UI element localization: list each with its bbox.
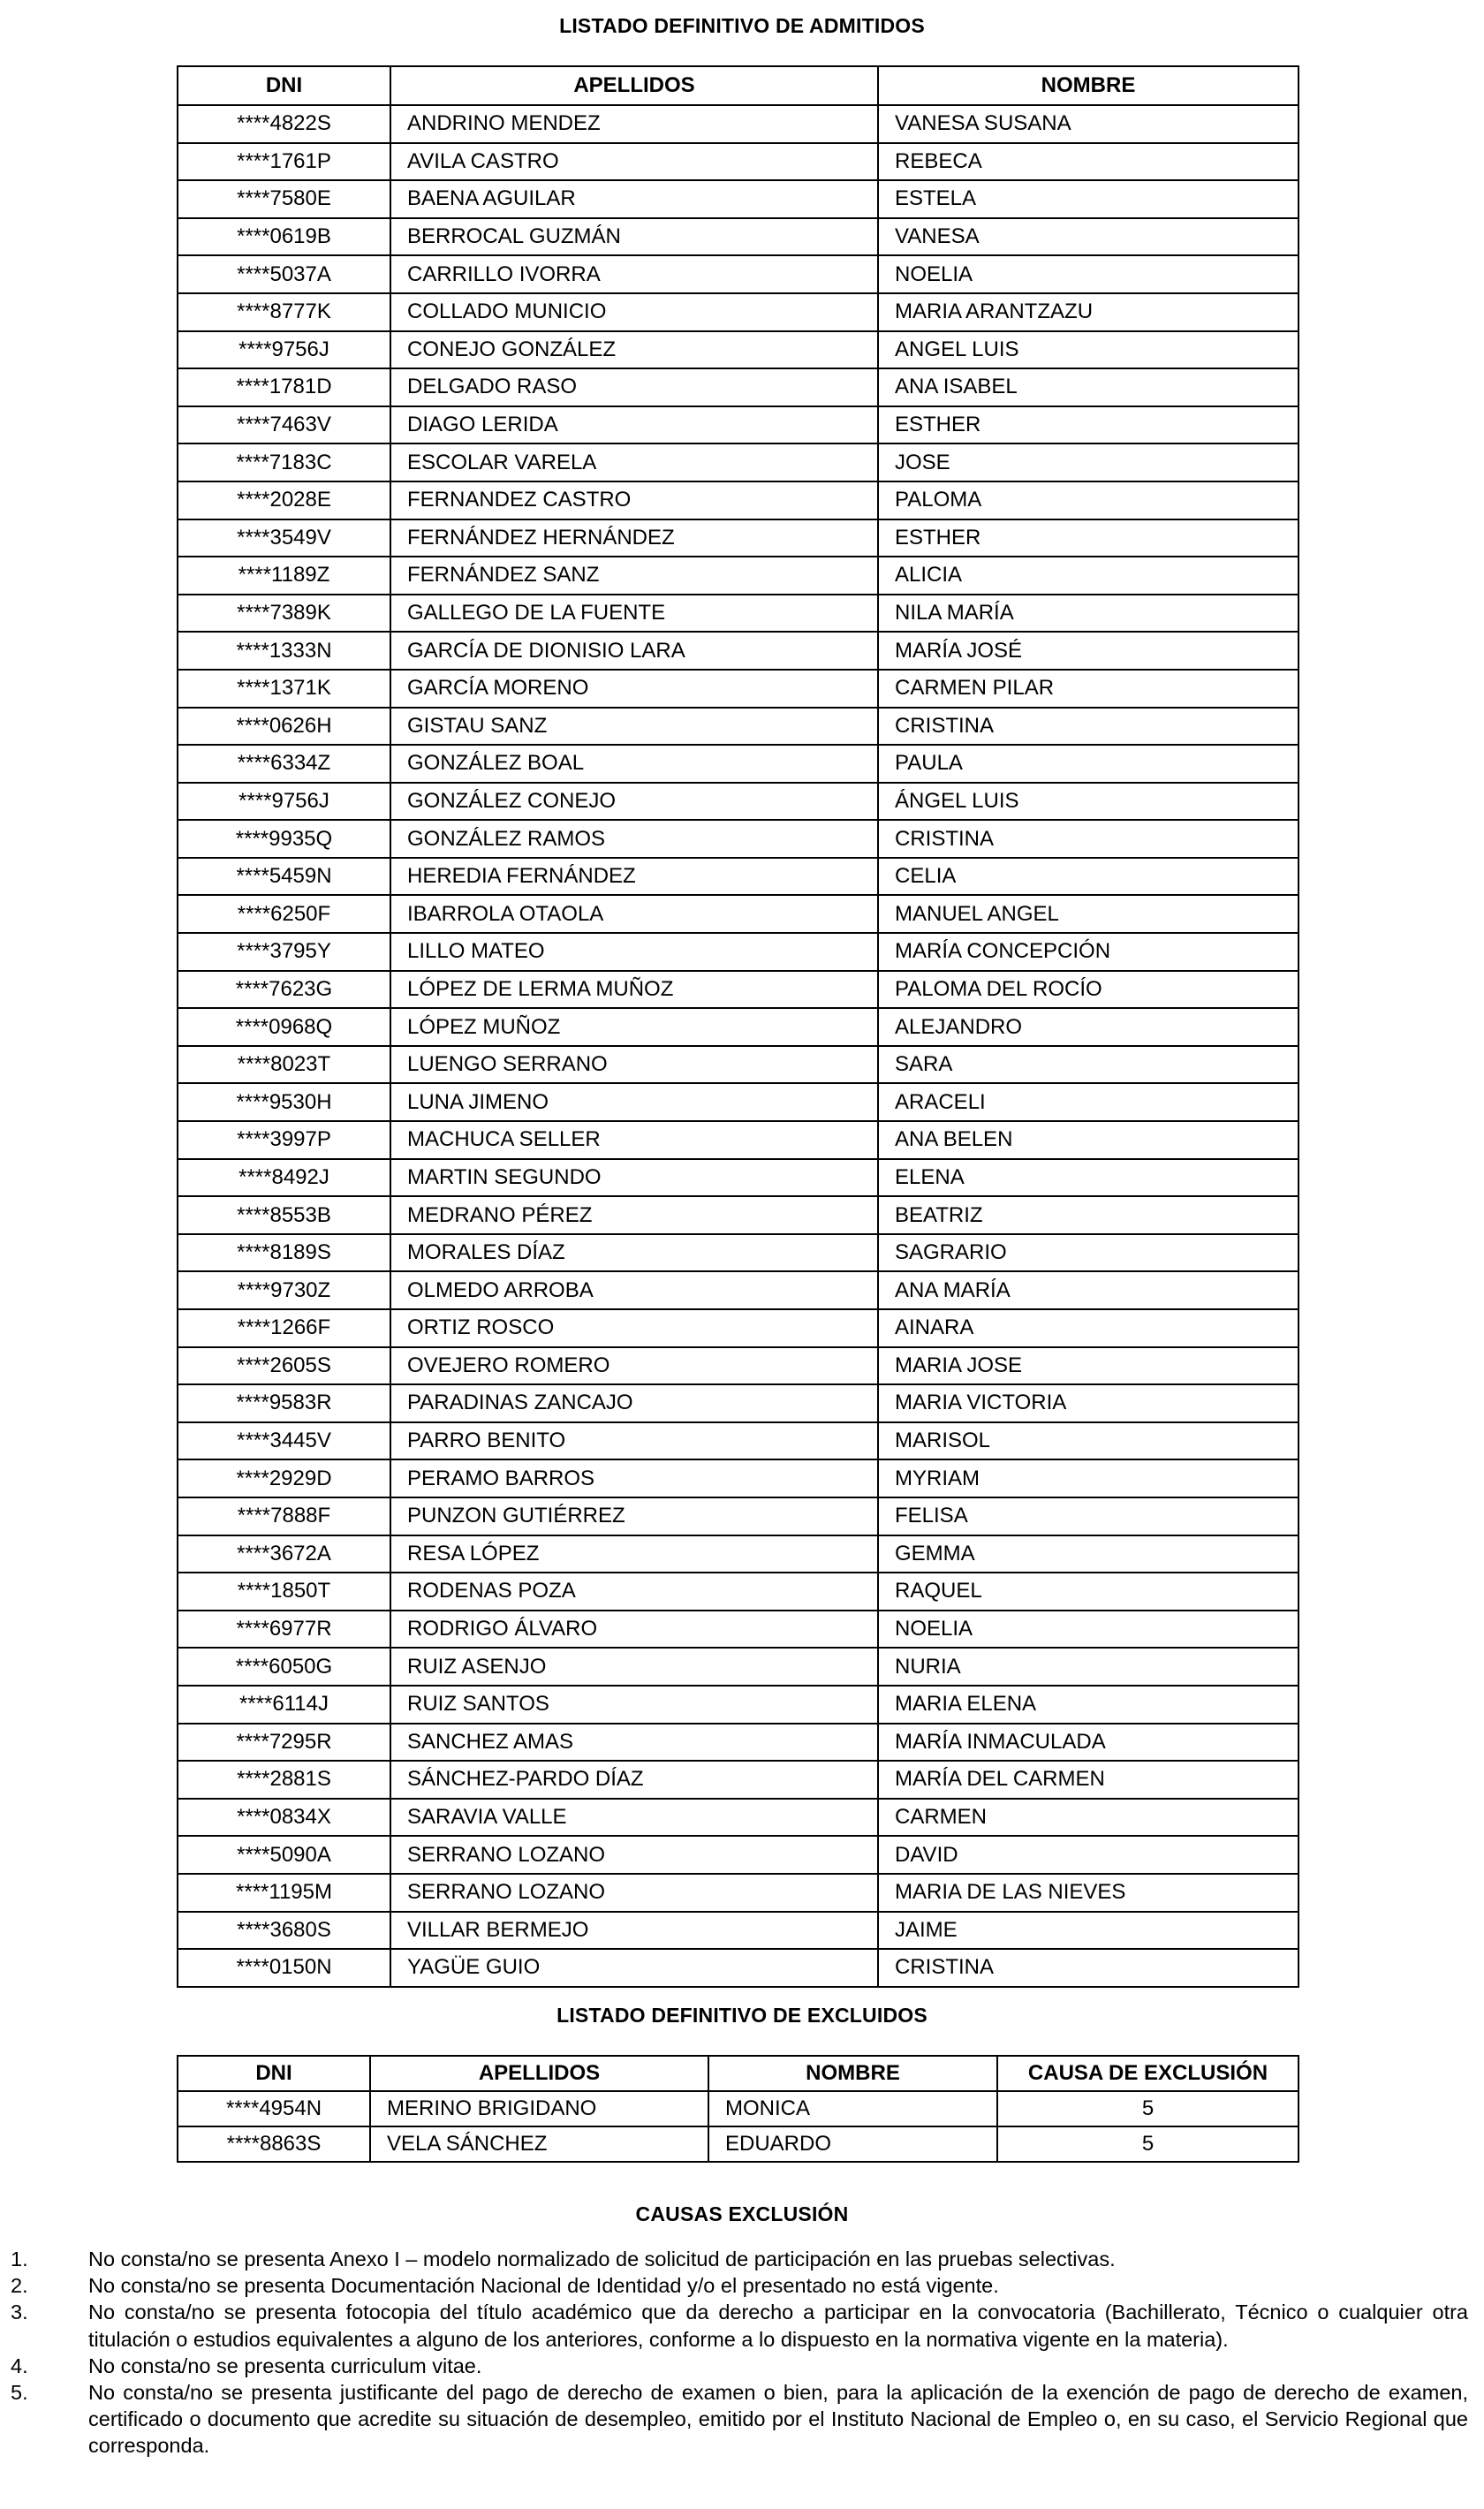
excluidos-table bbox=[177, 2055, 1299, 2163]
apellidos-cell: ANDRINO MENDEZ bbox=[390, 105, 878, 143]
nombre-cell: MARIA ARANTZAZU bbox=[878, 293, 1298, 331]
dni-cell: ****4954N bbox=[178, 2091, 370, 2126]
nombre-cell: NOELIA bbox=[878, 255, 1298, 293]
apellidos-cell: DIAGO LERIDA bbox=[390, 406, 878, 444]
apellidos-cell: PARADINAS ZANCAJO bbox=[390, 1384, 878, 1422]
table-row bbox=[178, 971, 1298, 1009]
table-row bbox=[178, 1648, 1298, 1686]
table-row bbox=[178, 1761, 1298, 1799]
dni-cell: ****7183C bbox=[178, 443, 390, 481]
apellidos-cell: IBARROLA OTAOLA bbox=[390, 895, 878, 933]
nombre-cell: MARÍA JOSÉ bbox=[878, 632, 1298, 670]
apellidos-cell: GARCÍA MORENO bbox=[390, 670, 878, 708]
causa-cell: 5 bbox=[997, 2126, 1298, 2162]
dni-cell: ****6050G bbox=[178, 1648, 390, 1686]
apellidos-cell: AVILA CASTRO bbox=[390, 143, 878, 181]
dni-cell: ****8492J bbox=[178, 1159, 390, 1197]
header-apellidos: APELLIDOS bbox=[390, 66, 878, 105]
apellidos-cell: BERROCAL GUZMÁN bbox=[390, 218, 878, 256]
apellidos-cell: YAGÜE GUIO bbox=[390, 1949, 878, 1987]
list-item bbox=[0, 2353, 1468, 2379]
list-item-number: 4. bbox=[11, 2354, 28, 2377]
nombre-cell: ANA BELEN bbox=[878, 1121, 1298, 1159]
header-nombre: NOMBRE bbox=[708, 2056, 997, 2091]
nombre-cell: CRISTINA bbox=[878, 1949, 1298, 1987]
table-row bbox=[178, 745, 1298, 783]
dni-cell: ****3680S bbox=[178, 1912, 390, 1950]
dni-cell: ****9756J bbox=[178, 783, 390, 821]
apellidos-cell: RESA LÓPEZ bbox=[390, 1535, 878, 1573]
table-row bbox=[178, 1347, 1298, 1385]
apellidos-cell: GARCÍA DE DIONISIO LARA bbox=[390, 632, 878, 670]
table-row bbox=[178, 858, 1298, 896]
admitidos-table bbox=[177, 65, 1299, 1988]
table-row bbox=[178, 1271, 1298, 1309]
nombre-cell: PAULA bbox=[878, 745, 1298, 783]
nombre-cell: ALICIA bbox=[878, 557, 1298, 595]
apellidos-cell: GALLEGO DE LA FUENTE bbox=[390, 595, 878, 633]
nombre-cell: CRISTINA bbox=[878, 820, 1298, 858]
nombre-cell: MARÍA DEL CARMEN bbox=[878, 1761, 1298, 1799]
table-row bbox=[178, 519, 1298, 557]
excluidos-header-row bbox=[178, 2056, 1298, 2091]
nombre-cell: BEATRIZ bbox=[878, 1196, 1298, 1234]
nombre-cell: NOELIA bbox=[878, 1611, 1298, 1649]
apellidos-cell: CONEJO GONZÁLEZ bbox=[390, 331, 878, 369]
apellidos-cell: LUNA JIMENO bbox=[390, 1083, 878, 1121]
table-row bbox=[178, 293, 1298, 331]
nombre-cell: CRISTINA bbox=[878, 708, 1298, 746]
list-item bbox=[0, 2379, 1468, 2460]
apellidos-cell: SARAVIA VALLE bbox=[390, 1799, 878, 1837]
table-row bbox=[178, 1046, 1298, 1084]
table-row bbox=[178, 1535, 1298, 1573]
nombre-cell: MANUEL ANGEL bbox=[878, 895, 1298, 933]
dni-cell: ****1195M bbox=[178, 1874, 390, 1912]
causas-list bbox=[0, 2246, 1468, 2460]
nombre-cell: VANESA bbox=[878, 218, 1298, 256]
nombre-cell: MONICA bbox=[708, 2091, 997, 2126]
dni-cell: ****6977R bbox=[178, 1611, 390, 1649]
apellidos-cell: PERAMO BARROS bbox=[390, 1459, 878, 1497]
table-row bbox=[178, 1159, 1298, 1197]
apellidos-cell: HEREDIA FERNÁNDEZ bbox=[390, 858, 878, 896]
table-row bbox=[178, 1611, 1298, 1649]
list-item-number: 1. bbox=[11, 2247, 28, 2270]
nombre-cell: PALOMA bbox=[878, 481, 1298, 519]
dni-cell: ****3795Y bbox=[178, 933, 390, 971]
apellidos-cell: MORALES DÍAZ bbox=[390, 1234, 878, 1272]
nombre-cell: CARMEN PILAR bbox=[878, 670, 1298, 708]
nombre-cell: NILA MARÍA bbox=[878, 595, 1298, 633]
nombre-cell: EDUARDO bbox=[708, 2126, 997, 2162]
list-item-text: No consta/no se presenta fotocopia del título académico que da derecho a participar en la convocatoria (Bachillerato, Técnico o cualquier otra titulación o estudios equivalentes a alguno de los anteriores, conforme a lo dispuesto en la normativa vigente en la materia). bbox=[88, 2301, 1468, 2351]
dni-cell: ****3445V bbox=[178, 1422, 390, 1460]
table-row bbox=[178, 1949, 1298, 1987]
apellidos-cell: PARRO BENITO bbox=[390, 1422, 878, 1460]
nombre-cell: REBECA bbox=[878, 143, 1298, 181]
nombre-cell: MARIA VICTORIA bbox=[878, 1384, 1298, 1422]
apellidos-cell: RODENAS POZA bbox=[390, 1573, 878, 1611]
apellidos-cell: MERINO BRIGIDANO bbox=[370, 2091, 708, 2126]
table-row bbox=[178, 368, 1298, 406]
nombre-cell: MARÍA CONCEPCIÓN bbox=[878, 933, 1298, 971]
dni-cell: ****0968Q bbox=[178, 1008, 390, 1046]
apellidos-cell: OVEJERO ROMERO bbox=[390, 1347, 878, 1385]
nombre-cell: ELENA bbox=[878, 1159, 1298, 1197]
dni-cell: ****3997P bbox=[178, 1121, 390, 1159]
excluidos-body bbox=[178, 2091, 1298, 2162]
dni-cell: ****5090A bbox=[178, 1836, 390, 1874]
header-apellidos: APELLIDOS bbox=[370, 2056, 708, 2091]
dni-cell: ****3549V bbox=[178, 519, 390, 557]
dni-cell: ****1333N bbox=[178, 632, 390, 670]
apellidos-cell: FERNANDEZ CASTRO bbox=[390, 481, 878, 519]
table-row bbox=[178, 1384, 1298, 1422]
nombre-cell: FELISA bbox=[878, 1497, 1298, 1535]
list-item-text: No consta/no se presenta Anexo I – modelo normalizado de solicitud de participación en las pruebas selectivas. bbox=[88, 2247, 1116, 2270]
dni-cell: ****1189Z bbox=[178, 557, 390, 595]
nombre-cell: SARA bbox=[878, 1046, 1298, 1084]
table-row bbox=[178, 1121, 1298, 1159]
nombre-cell: ARACELI bbox=[878, 1083, 1298, 1121]
list-item-text: No consta/no se presenta justificante del pago de derecho de examen o bien, para la aplicación de la exención de pago de derecho de examen, certificado o documento que acredite su situación de desempleo, emitido por el Instituto Nacional de Empleo o, en su caso, el Servicio Regional que corresponda. bbox=[88, 2381, 1468, 2458]
dni-cell: ****5037A bbox=[178, 255, 390, 293]
dni-cell: ****0626H bbox=[178, 708, 390, 746]
apellidos-cell: OLMEDO ARROBA bbox=[390, 1271, 878, 1309]
header-causa: CAUSA DE EXCLUSIÓN bbox=[997, 2056, 1298, 2091]
nombre-cell: CELIA bbox=[878, 858, 1298, 896]
nombre-cell: AINARA bbox=[878, 1309, 1298, 1347]
apellidos-cell: FERNÁNDEZ HERNÁNDEZ bbox=[390, 519, 878, 557]
table-row bbox=[178, 1836, 1298, 1874]
list-item-text: No consta/no se presenta curriculum vitae. bbox=[88, 2354, 482, 2377]
table-row bbox=[178, 708, 1298, 746]
table-row bbox=[178, 1008, 1298, 1046]
nombre-cell: JAIME bbox=[878, 1912, 1298, 1950]
list-item-number: 3. bbox=[11, 2301, 28, 2324]
nombre-cell: MYRIAM bbox=[878, 1459, 1298, 1497]
nombre-cell: ANA MARÍA bbox=[878, 1271, 1298, 1309]
table-row bbox=[178, 1459, 1298, 1497]
admitidos-body bbox=[178, 105, 1298, 1987]
list-item-text: No consta/no se presenta Documentación Nacional de Identidad y/o el presentado no está vigente. bbox=[88, 2274, 999, 2298]
apellidos-cell: RODRIGO ÁLVARO bbox=[390, 1611, 878, 1649]
nombre-cell: ESTHER bbox=[878, 406, 1298, 444]
nombre-cell: ESTHER bbox=[878, 519, 1298, 557]
dni-cell: ****7580E bbox=[178, 180, 390, 218]
apellidos-cell: ORTIZ ROSCO bbox=[390, 1309, 878, 1347]
nombre-cell: ALEJANDRO bbox=[878, 1008, 1298, 1046]
nombre-cell: MARIA ELENA bbox=[878, 1686, 1298, 1724]
nombre-cell: MARISOL bbox=[878, 1422, 1298, 1460]
dni-cell: ****6114J bbox=[178, 1686, 390, 1724]
header-dni: DNI bbox=[178, 2056, 370, 2091]
dni-cell: ****2881S bbox=[178, 1761, 390, 1799]
nombre-cell: PALOMA DEL ROCÍO bbox=[878, 971, 1298, 1009]
table-row bbox=[178, 143, 1298, 181]
nombre-cell: MARÍA INMACULADA bbox=[878, 1724, 1298, 1762]
dni-cell: ****7389K bbox=[178, 595, 390, 633]
dni-cell: ****5459N bbox=[178, 858, 390, 896]
dni-cell: ****8863S bbox=[178, 2126, 370, 2162]
dni-cell: ****6334Z bbox=[178, 745, 390, 783]
apellidos-cell: GONZÁLEZ BOAL bbox=[390, 745, 878, 783]
apellidos-cell: SÁNCHEZ-PARDO DÍAZ bbox=[390, 1761, 878, 1799]
dni-cell: ****9935Q bbox=[178, 820, 390, 858]
nombre-cell: NURIA bbox=[878, 1648, 1298, 1686]
dni-cell: ****8553B bbox=[178, 1196, 390, 1234]
dni-cell: ****9530H bbox=[178, 1083, 390, 1121]
dni-cell: ****1371K bbox=[178, 670, 390, 708]
apellidos-cell: CARRILLO IVORRA bbox=[390, 255, 878, 293]
nombre-cell: SAGRARIO bbox=[878, 1234, 1298, 1272]
apellidos-cell: MACHUCA SELLER bbox=[390, 1121, 878, 1159]
nombre-cell: VANESA SUSANA bbox=[878, 105, 1298, 143]
table-row bbox=[178, 820, 1298, 858]
table-row bbox=[178, 1724, 1298, 1762]
apellidos-cell: LÓPEZ DE LERMA MUÑOZ bbox=[390, 971, 878, 1009]
apellidos-cell: DELGADO RASO bbox=[390, 368, 878, 406]
table-row bbox=[178, 180, 1298, 218]
dni-cell: ****8777K bbox=[178, 293, 390, 331]
nombre-cell: RAQUEL bbox=[878, 1573, 1298, 1611]
nombre-cell: ANGEL LUIS bbox=[878, 331, 1298, 369]
table-row bbox=[178, 255, 1298, 293]
apellidos-cell: GONZÁLEZ CONEJO bbox=[390, 783, 878, 821]
table-row bbox=[178, 933, 1298, 971]
apellidos-cell: GISTAU SANZ bbox=[390, 708, 878, 746]
apellidos-cell: VELA SÁNCHEZ bbox=[370, 2126, 708, 2162]
table-row bbox=[178, 670, 1298, 708]
dni-cell: ****1761P bbox=[178, 143, 390, 181]
nombre-cell: ANA ISABEL bbox=[878, 368, 1298, 406]
table-row bbox=[178, 595, 1298, 633]
dni-cell: ****2028E bbox=[178, 481, 390, 519]
dni-cell: ****2929D bbox=[178, 1459, 390, 1497]
dni-cell: ****8023T bbox=[178, 1046, 390, 1084]
table-row bbox=[178, 632, 1298, 670]
nombre-cell: ÁNGEL LUIS bbox=[878, 783, 1298, 821]
dni-cell: ****4822S bbox=[178, 105, 390, 143]
table-row bbox=[178, 783, 1298, 821]
list-item bbox=[0, 2246, 1468, 2272]
dni-cell: ****2605S bbox=[178, 1347, 390, 1385]
table-row bbox=[178, 218, 1298, 256]
dni-cell: ****1850T bbox=[178, 1573, 390, 1611]
apellidos-cell: SANCHEZ AMAS bbox=[390, 1724, 878, 1762]
apellidos-cell: COLLADO MUNICIO bbox=[390, 293, 878, 331]
dni-cell: ****7295R bbox=[178, 1724, 390, 1762]
table-row bbox=[178, 1083, 1298, 1121]
apellidos-cell: MARTIN SEGUNDO bbox=[390, 1159, 878, 1197]
excluidos-title: LISTADO DEFINITIVO DE EXCLUIDOS bbox=[556, 2004, 928, 2027]
dni-cell: ****7623G bbox=[178, 971, 390, 1009]
dni-cell: ****8189S bbox=[178, 1234, 390, 1272]
table-row bbox=[178, 1686, 1298, 1724]
causa-cell: 5 bbox=[997, 2091, 1298, 2126]
dni-cell: ****3672A bbox=[178, 1535, 390, 1573]
table-row bbox=[178, 1573, 1298, 1611]
table-row bbox=[178, 443, 1298, 481]
table-row bbox=[178, 557, 1298, 595]
dni-cell: ****0619B bbox=[178, 218, 390, 256]
dni-cell: ****9756J bbox=[178, 331, 390, 369]
nombre-cell: ESTELA bbox=[878, 180, 1298, 218]
dni-cell: ****7463V bbox=[178, 406, 390, 444]
apellidos-cell: PUNZON GUTIÉRREZ bbox=[390, 1497, 878, 1535]
admitidos-title: LISTADO DEFINITIVO DE ADMITIDOS bbox=[559, 14, 925, 37]
nombre-cell: CARMEN bbox=[878, 1799, 1298, 1837]
list-item-number: 5. bbox=[11, 2381, 28, 2405]
table-row bbox=[178, 1196, 1298, 1234]
nombre-cell: JOSE bbox=[878, 443, 1298, 481]
admitidos-header-row bbox=[178, 66, 1298, 105]
apellidos-cell: FERNÁNDEZ SANZ bbox=[390, 557, 878, 595]
dni-cell: ****9730Z bbox=[178, 1271, 390, 1309]
apellidos-cell: LUENGO SERRANO bbox=[390, 1046, 878, 1084]
apellidos-cell: ESCOLAR VARELA bbox=[390, 443, 878, 481]
nombre-cell: GEMMA bbox=[878, 1535, 1298, 1573]
table-row bbox=[178, 1234, 1298, 1272]
dni-cell: ****7888F bbox=[178, 1497, 390, 1535]
table-row bbox=[178, 1309, 1298, 1347]
apellidos-cell: RUIZ ASENJO bbox=[390, 1648, 878, 1686]
table-row bbox=[178, 2091, 1298, 2126]
table-row bbox=[178, 1874, 1298, 1912]
apellidos-cell: SERRANO LOZANO bbox=[390, 1836, 878, 1874]
apellidos-cell: GONZÁLEZ RAMOS bbox=[390, 820, 878, 858]
nombre-cell: MARIA DE LAS NIEVES bbox=[878, 1874, 1298, 1912]
table-row bbox=[178, 1497, 1298, 1535]
dni-cell: ****9583R bbox=[178, 1384, 390, 1422]
dni-cell: ****1781D bbox=[178, 368, 390, 406]
header-dni: DNI bbox=[178, 66, 390, 105]
nombre-cell: DAVID bbox=[878, 1836, 1298, 1874]
table-row bbox=[178, 1912, 1298, 1950]
list-item bbox=[0, 2272, 1468, 2299]
dni-cell: ****0834X bbox=[178, 1799, 390, 1837]
apellidos-cell: RUIZ SANTOS bbox=[390, 1686, 878, 1724]
apellidos-cell: VILLAR BERMEJO bbox=[390, 1912, 878, 1950]
table-row bbox=[178, 105, 1298, 143]
table-row bbox=[178, 331, 1298, 369]
nombre-cell: MARIA JOSE bbox=[878, 1347, 1298, 1385]
apellidos-cell: SERRANO LOZANO bbox=[390, 1874, 878, 1912]
header-nombre: NOMBRE bbox=[878, 66, 1298, 105]
table-row bbox=[178, 481, 1298, 519]
dni-cell: ****1266F bbox=[178, 1309, 390, 1347]
list-item-number: 2. bbox=[11, 2274, 28, 2298]
table-row bbox=[178, 1422, 1298, 1460]
apellidos-cell: MEDRANO PÉREZ bbox=[390, 1196, 878, 1234]
table-row bbox=[178, 895, 1298, 933]
list-item bbox=[0, 2299, 1468, 2352]
causas-title: CAUSAS EXCLUSIÓN bbox=[635, 2202, 849, 2225]
dni-cell: ****0150N bbox=[178, 1949, 390, 1987]
table-row bbox=[178, 2126, 1298, 2162]
table-row bbox=[178, 1799, 1298, 1837]
apellidos-cell: BAENA AGUILAR bbox=[390, 180, 878, 218]
table-row bbox=[178, 406, 1298, 444]
apellidos-cell: LILLO MATEO bbox=[390, 933, 878, 971]
apellidos-cell: LÓPEZ MUÑOZ bbox=[390, 1008, 878, 1046]
dni-cell: ****6250F bbox=[178, 895, 390, 933]
